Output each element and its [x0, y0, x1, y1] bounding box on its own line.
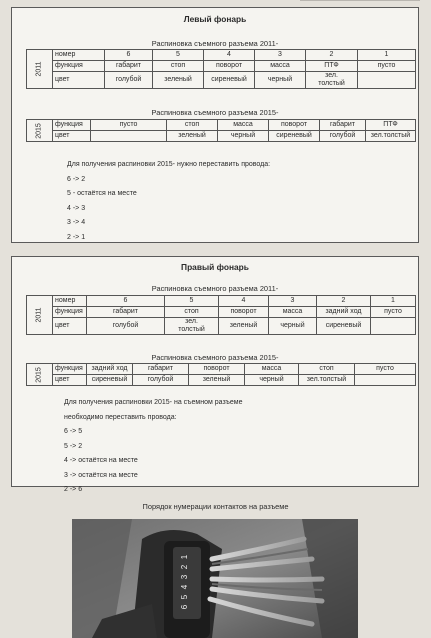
table-cell: масса [255, 61, 306, 72]
year-label: 2011 [35, 307, 43, 323]
row-label: цвет [53, 131, 91, 142]
top-edge-mark [300, 0, 420, 5]
right-2015-caption: Распиновка съемного разъема 2015- [151, 353, 279, 362]
pin-label: 6 [180, 604, 189, 610]
table-cell: 1 [371, 296, 416, 307]
table-cell: пусто [355, 364, 416, 375]
table-row [27, 364, 416, 375]
table-cell: голубой [105, 72, 153, 89]
table-row [27, 307, 416, 318]
table-cell [91, 131, 167, 142]
year-cell [27, 296, 53, 335]
table-cell [355, 375, 416, 386]
year-label: 2015 [35, 122, 43, 139]
row-label: номер [53, 296, 87, 307]
table-cell: поворот [269, 120, 320, 131]
table-cell: габарит [320, 120, 366, 131]
year-label: 2015 [35, 366, 43, 383]
table-row [27, 296, 416, 307]
year-cell [27, 50, 53, 89]
note-line: 6 -> 5 [64, 428, 83, 435]
note-line: 6 -> 2 [67, 175, 86, 183]
year-cell [27, 364, 53, 386]
right-lamp-title: Правый фонарь [181, 262, 249, 272]
table-cell: сиреневый [87, 375, 133, 386]
row-label: цвет [53, 375, 87, 386]
row-label: цвет [53, 72, 105, 89]
table-row [27, 72, 416, 89]
table-cell: 3 [269, 296, 317, 307]
row-label: цвет [53, 318, 87, 335]
note-line: 3 -> 4 [67, 219, 86, 226]
pin-label: 3 [180, 574, 189, 580]
connector-photo [72, 519, 358, 638]
table-cell: сиреневый [317, 318, 371, 335]
table-cell: черный [218, 131, 269, 142]
table-cell: задний ход [87, 364, 133, 375]
table-row [27, 318, 416, 335]
pin-label: 4 [180, 584, 189, 590]
table-cell [371, 318, 416, 335]
table-cell: задний ход [317, 307, 371, 318]
left-2015-table [26, 119, 416, 142]
table-cell: 1 [358, 50, 416, 61]
row-label: функция [53, 61, 105, 72]
table-cell: поворот [204, 61, 255, 72]
table-cell: 5 [165, 296, 219, 307]
left-lamp-title: Левый фонарь [183, 14, 247, 24]
table-cell: зел. толстый [165, 318, 219, 335]
table-cell: поворот [219, 307, 269, 318]
right-2015-table [26, 363, 416, 386]
table-row [27, 50, 416, 61]
table-row [27, 375, 416, 386]
table-cell: зеленый [189, 375, 245, 386]
row-label: номер [53, 50, 105, 61]
row-label: функция [53, 364, 87, 375]
table-cell: поворот [189, 364, 245, 375]
table-row [27, 61, 416, 72]
note-line: необходимо переставить провода: [64, 413, 177, 421]
pin-label: 5 [180, 594, 189, 600]
note-line: Для получения распиновки 2015- на съемном разъеме [64, 399, 243, 406]
table-cell: сиреневый [204, 72, 255, 89]
note-line: 5 -> 2 [64, 442, 83, 450]
left-2011-caption: Распиновка съемного разъема 2011- [151, 39, 279, 48]
year-label: 2011 [35, 61, 43, 77]
table-cell: стоп [165, 307, 219, 318]
table-cell: зеленый [167, 131, 218, 142]
table-cell: зеленый [153, 72, 204, 89]
table-cell: голубой [87, 318, 165, 335]
table-cell: черный [269, 318, 317, 335]
right-2011-caption: Распиновка съемного разъема 2011- [151, 284, 279, 293]
table-cell: габарит [133, 364, 189, 375]
note-line: 3 -> остаётся на месте [64, 471, 138, 479]
row-label: функция [53, 120, 91, 131]
table-cell: ПТФ [306, 61, 358, 72]
table-cell: стоп [299, 364, 355, 375]
table-cell: зел. толстый [306, 72, 358, 89]
table-cell: голубой [320, 131, 366, 142]
right-notes [64, 396, 243, 498]
table-cell: пусто [91, 120, 167, 131]
table-cell: ПТФ [366, 120, 416, 131]
table-cell: масса [245, 364, 299, 375]
table-cell: зел.толстый [366, 131, 416, 142]
table-cell: черный [255, 72, 306, 89]
table-cell: 5 [153, 50, 204, 61]
right-2011-table [26, 295, 416, 335]
table-cell: стоп [167, 120, 218, 131]
left-lamp-panel [11, 7, 419, 243]
table-cell: 2 [317, 296, 371, 307]
table-cell: черный [245, 375, 299, 386]
table-cell: зел.толстый [299, 375, 355, 386]
table-cell: 3 [255, 50, 306, 61]
table-cell: зеленый [219, 318, 269, 335]
table-cell: 4 [219, 296, 269, 307]
left-2011-table [26, 49, 416, 89]
pin-label: 2 [180, 564, 189, 570]
note-line: 2 -> 1 [67, 233, 86, 241]
note-line: 5 - остаётся на месте [67, 190, 137, 197]
table-cell: 6 [87, 296, 165, 307]
pin-label: 1 [180, 554, 189, 560]
table-row [27, 131, 416, 142]
year-cell [27, 120, 53, 142]
left-notes [67, 158, 270, 245]
row-label: функция [53, 307, 87, 318]
table-cell [358, 72, 416, 89]
table-cell: стоп [153, 61, 204, 72]
table-row [27, 120, 416, 131]
table-cell: габарит [105, 61, 153, 72]
left-2015-caption: Распиновка съемного разъема 2015- [151, 108, 279, 117]
table-cell: 2 [306, 50, 358, 61]
note-line: 2 -> 6 [64, 486, 83, 493]
table-cell: пусто [358, 61, 416, 72]
table-cell: голубой [133, 375, 189, 386]
table-cell: масса [269, 307, 317, 318]
table-cell: сиреневый [269, 131, 320, 142]
table-cell: пусто [371, 307, 416, 318]
right-lamp-panel [11, 256, 419, 493]
photo-caption: Порядок нумерации контактов на разъеме [142, 502, 289, 511]
table-cell: масса [218, 120, 269, 131]
note-line: 4 -> остаётся на месте [64, 457, 138, 464]
table-cell: 6 [105, 50, 153, 61]
note-line: Для получения распиновки 2015- нужно переставить провода: [67, 161, 271, 168]
table-cell: габарит [87, 307, 165, 318]
note-line: 4 -> 3 [67, 204, 86, 212]
table-cell: 4 [204, 50, 255, 61]
